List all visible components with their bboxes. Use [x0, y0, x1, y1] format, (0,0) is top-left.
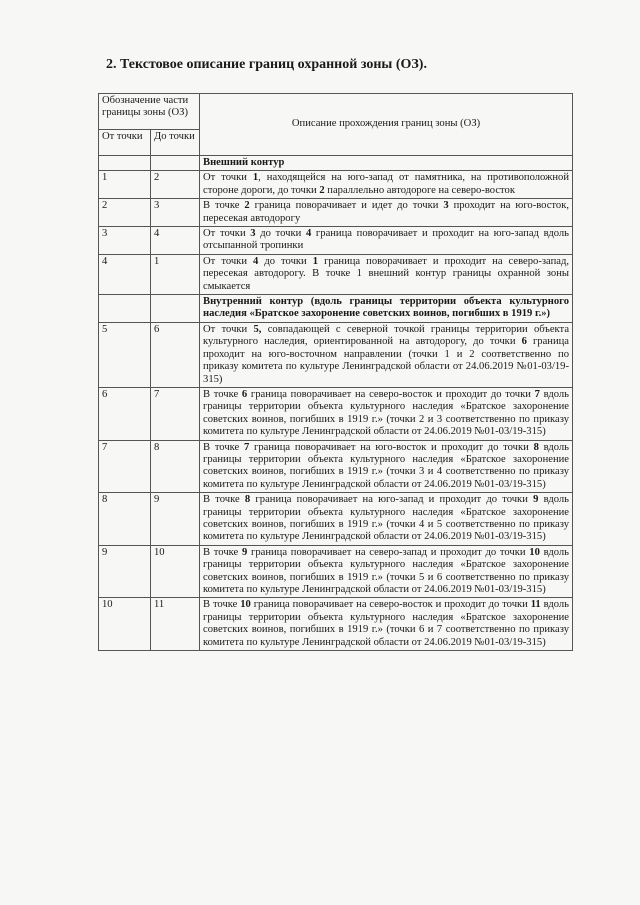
point-number-bold: 7	[244, 441, 250, 453]
description-text: граница поворачивает на юго-запад и проходит до точки	[250, 494, 534, 506]
description-text: граница проходит на юго-восточном направлении (точки 1 и 2 соответственно по приказу комитета по культуре Ленинградской области от 24.06.2019 №01-03/19-315)	[203, 336, 570, 385]
point-number-bold: 4	[253, 255, 259, 267]
to-point-cell: 8	[151, 440, 200, 493]
point-number-bold: 10	[529, 546, 540, 558]
point-number-bold: 6	[521, 336, 527, 348]
description-text: От точки	[203, 323, 254, 335]
description-text: граница поворачивает и идет до точки	[249, 200, 444, 212]
point-number-bold: 3	[250, 228, 256, 240]
point-number-bold: 5,	[253, 323, 262, 335]
header-from-point: От точки	[99, 130, 151, 156]
header-to-point: До точки	[151, 130, 200, 156]
table-row	[99, 227, 573, 255]
description-text: до точки	[258, 255, 313, 267]
description-cell	[200, 322, 573, 387]
table-row	[99, 598, 573, 651]
from-point-cell: 10	[99, 598, 151, 651]
description-text: вдоль границы территории объекта культурного наследия «Братское захоронение советских воинов, погибших в 1919 г.» (точки 4 и 5 соответственно по приказу комитета по культуре Ленинградской области от 24.06.2019 №01-03/19-315)	[203, 494, 570, 543]
description-text: вдоль границы территории объекта культурного наследия «Братское захоронение советских воинов, погибших в 1919 г.» (точки 5 и 6 соответственно по приказу комитета по культуре Ленинградской области от 24.06.2019 №01-03/19-315)	[203, 546, 570, 595]
description-text: граница поворачивает на северо-восток и проходит до точки	[250, 599, 531, 611]
description-cell	[200, 598, 573, 651]
description-text: граница поворачивает и проходит на северо-запад, пересекая автодорогу. В точке 1 внешний контур границы охранной зоны смыкается	[203, 255, 570, 292]
section-row-inner	[99, 295, 573, 323]
description-text: В точке	[203, 441, 244, 453]
to-point-cell: 6	[151, 322, 200, 387]
description-text: В точке	[203, 494, 245, 506]
from-point-cell: 4	[99, 254, 151, 294]
page-title: 2. Текстовое описание границ охранной зоны (ОЗ).	[106, 57, 427, 72]
description-text: В точке	[203, 599, 241, 611]
description-text: до точки	[255, 228, 306, 240]
description-text: граница поворачивает на северо-восток и проходит до точки	[247, 388, 535, 400]
table-body	[99, 156, 573, 651]
description-text: граница поворачивает на юго-восток и проходит до точки	[249, 441, 534, 453]
to-point-cell: 7	[151, 387, 200, 440]
from-point-cell: 7	[99, 440, 151, 493]
description-text: В точке	[203, 388, 242, 400]
point-number-bold: 3	[443, 200, 449, 212]
table-row	[99, 171, 573, 199]
description-text: граница поворачивает на северо-запад и проходит до точки	[247, 546, 530, 558]
section-empty-cell	[99, 295, 151, 323]
description-text: От точки	[203, 228, 251, 240]
to-point-cell: 10	[151, 545, 200, 598]
description-text: параллельно автодороге на северо-восток	[324, 184, 515, 196]
point-number-bold: 8	[244, 494, 251, 506]
section-empty-cell	[99, 156, 151, 171]
point-number-bold: 9	[533, 494, 539, 506]
point-number-bold: 6	[241, 388, 248, 400]
description-text: В точке	[203, 546, 242, 558]
from-point-cell: 8	[99, 493, 151, 546]
section-empty-cell	[151, 295, 200, 323]
description-cell	[200, 440, 573, 493]
point-number-bold: 10	[240, 599, 251, 611]
description-text: вдоль границы территории объекта культурного наследия «Братское захоронение советских воинов, погибших в 1919 г.» (точки 6 и 7 соответственно по приказу комитета по культуре Ленинградской области от 24.06.2019 №01-03/19-315)	[203, 599, 570, 648]
point-number-bold: 1	[252, 172, 259, 184]
description-cell	[200, 493, 573, 546]
table-row	[99, 199, 573, 227]
description-text: совпадающей с северной точкой границы территории объекта культурного наследия, ориентированной на автодорогу, до точки	[203, 323, 570, 348]
from-point-cell: 2	[99, 199, 151, 227]
description-text: От точки	[203, 255, 254, 267]
description-text: В точке	[203, 200, 245, 212]
to-point-cell: 2	[151, 171, 200, 199]
point-number-bold: 9	[241, 546, 248, 558]
to-point-cell: 3	[151, 199, 200, 227]
point-number-bold: 2	[319, 184, 325, 196]
from-point-cell: 1	[99, 171, 151, 199]
to-point-cell: 9	[151, 493, 200, 546]
table-row	[99, 387, 573, 440]
description-cell	[200, 545, 573, 598]
table-row	[99, 493, 573, 546]
to-point-cell: 11	[151, 598, 200, 651]
to-point-cell: 1	[151, 254, 200, 294]
point-number-bold: 1	[312, 255, 319, 267]
section-title-inner: Внутренний контур (вдоль границы территории объекта культурного наследия «Братское захоронение советских воинов, погибших в 1919 г.»)	[200, 295, 573, 323]
from-point-cell: 5	[99, 322, 151, 387]
description-cell	[200, 199, 573, 227]
description-text: вдоль границы территории объекта культурного наследия «Братское захоронение советских воинов, погибших в 1919 г.» (точки 2 и 3 соответственно по приказу комитета по культуре Ленинградской области от 24.06.2019 №01-03/19-315)	[203, 388, 570, 438]
description-cell	[200, 387, 573, 440]
to-point-cell: 4	[151, 227, 200, 255]
section-title-outer: Внешний контур	[200, 156, 573, 171]
description-text: проходит на юго-восток, пересекая автодорогу	[203, 200, 570, 224]
description-text: , находящейся на юго-запад от памятника, на противоположной стороне дороги, до точки	[203, 172, 570, 196]
description-cell	[200, 254, 573, 294]
description-text: От точки	[203, 172, 253, 184]
point-number-bold: 11	[530, 599, 541, 611]
point-number-bold: 7	[534, 388, 540, 400]
header-description: Описание прохождения границ зоны (ОЗ)	[200, 94, 573, 156]
table-row	[99, 254, 573, 294]
description-cell	[200, 171, 573, 199]
from-point-cell: 6	[99, 387, 151, 440]
from-point-cell: 9	[99, 545, 151, 598]
section-empty-cell	[151, 156, 200, 171]
point-number-bold: 2	[244, 200, 250, 212]
point-number-bold: 8	[533, 441, 539, 453]
from-point-cell: 3	[99, 227, 151, 255]
description-cell	[200, 227, 573, 255]
point-number-bold: 4	[305, 228, 312, 240]
header-part-designation: Обозначение части границы зоны (ОЗ)	[99, 94, 200, 130]
section-row-outer	[99, 156, 573, 171]
table-row	[99, 545, 573, 598]
description-text: вдоль границы территории объекта культурного наследия «Братское захоронение советских воинов, погибших в 1919 г.» (точки 3 и 4 соответственно по приказу комитета по культуре Ленинградской области от 24.06.2019 №01-03/19-315)	[203, 441, 570, 490]
zone-boundaries-table	[98, 93, 573, 651]
table-row	[99, 322, 573, 387]
description-text: граница поворачивает и проходит на юго-запад вдоль отсыпанной тропинки	[203, 228, 570, 252]
table-row	[99, 440, 573, 493]
